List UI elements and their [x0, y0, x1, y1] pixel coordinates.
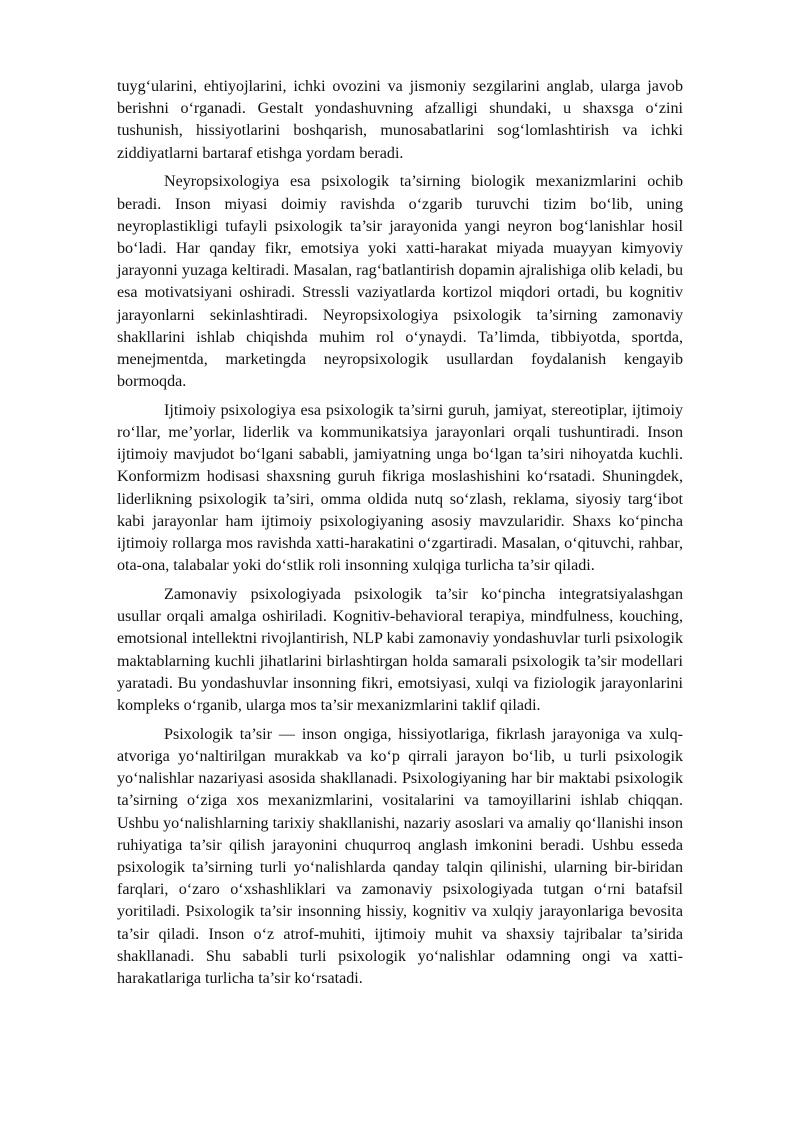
paragraph-psychological-influence: Psixologik ta’sir — inson ongiga, hissiyotlariga, fikrlash jarayoniga va xulq-atvoriga yo‘naltirilgan murakkab va ko‘p qirrali jarayon bo‘lib, u turli psixologik yo‘nalishlar nazariyasi asosida shakllanadi. Psixologiyaning har bir maktabi psixologik ta’sirning o‘ziga xos mexanizmlarini, vositalarini va tamoyillarini ishlab chiqqan. Ushbu yo‘nalishlarning tarixiy shakllanishi, nazariy asoslari va amaliy qo‘llanishi inson ruhiyatiga ta’sir qilish jarayonini chuqurroq anglash imkonini beradi. Ushbu esseda psixologik ta’sirning turli yo‘nalishlarda qanday talqin qilinishi, ularning bir-biridan farqlari, o‘zaro o‘xshashliklari va zamonaviy psixologiyada tutgan o‘rni batafsil yoritiladi. Psixologik ta’sir insonning hissiy, kognitiv va xulqiy jarayonlariga bevosita ta’sir qiladi. Inson o‘z atrof-muhiti, ijtimoiy muhit va shaxsiy tajribalar ta’sirida shakllanadi. Shu sababli turli psixologik yo‘nalishlar odamning ongi va xatti-harakatlariga turlicha ta’sir ko‘rsatadi. — [117, 725, 683, 987]
document-page — [117, 76, 683, 997]
paragraph-modern-psychology: Zamonaviy psixologiyada psixologik ta’sir ko‘pincha integratsiyalashgan usullar orqali amalga oshiriladi. Kognitiv-behavioral terapiya, mindfulness, kouching, emotsional intellektni rivojlantirish, NLP kabi zamonaviy yondashuvlar turli psixologik maktablarning kuchli jihatlarini birlashtirgan holda samarali psixologik ta’sir modellari yaratadi. Bu yondashuvlar insonning fikri, emotsiyasi, xulqi va fiziologik jarayonlarini kompleks o‘rganib, ularga mos ta’sir mexanizmlarini taklif qiladi. — [117, 585, 683, 714]
paragraph-gestalt-continuation: tuyg‘ularini, ehtiyojlarini, ichki ovozini va jismoniy sezgilarini anglab, ularga javob berishni o‘rganadi. Gestalt yondashuvning afzalligi shundaki, u shaxsga o‘zini tushunish, hissiyotlarini boshqarish, munosabatlarini sog‘lomlashtirish va ichki ziddiyatlarni bartaraf etishga yordam beradi. — [117, 78, 683, 162]
paragraph-neuropsychology: Neyropsixologiya esa psixologik ta’sirning biologik mexanizmlarini ochib beradi. Inson miyasi doimiy ravishda o‘zgarib turuvchi tizim bo‘lib, uning neyroplastikligi tufayli psixologik ta’sir jarayonida yangi neyron bog‘lanishlar hosil bo‘ladi. Har qanday fikr, emotsiya yoki xatti-harakat miyada muayyan kimyoviy jarayonni yuzaga keltiradi. Masalan, rag‘batlantirish dopamin ajralishiga olib keladi, bu esa motivatsiyani oshiradi. Stressli vaziyatlarda kortizol miqdori ortadi, bu kognitiv jarayonlarni sekinlashtiradi. Neyropsixologiya psixologik ta’sirning zamonaviy shakllarini ishlab chiqishda muhim rol o‘ynaydi. Ta’limda, tibbiyotda, sportda, menejmentda, marketingda neyropsixologik usullardan foydalanish kengayib bormoqda. — [117, 173, 683, 391]
paragraph-social-psychology: Ijtimoiy psixologiya esa psixologik ta’sirni guruh, jamiyat, stereotiplar, ijtimoiy ro‘llar, me’yorlar, liderlik va kommunikatsiya jarayonlari orqali tushuntiradi. Inson ijtimoiy mavjudot bo‘lgani sababli, jamiyatning unga bo‘lgan ta’siri nihoyatda kuchli. Konformizm hodisasi shaxsning guruh fikriga moslashishini ko‘rsatadi. Shuningdek, liderlikning psixologik ta’siri, omma oldida nutq so‘zlash, reklama, siyosiy targ‘ibot kabi jarayonlar ham ijtimoiy psixologiyaning asosiy mavzularidir. Shaxs ko‘pincha ijtimoiy rollarga mos ravishda xatti-harakatini o‘zgartiradi. Masalan, o‘qituvchi, rahbar, ota-ona, talabalar yoki do‘stlik roli insonning xulqiga turlicha ta’sir qiladi. — [117, 401, 683, 575]
